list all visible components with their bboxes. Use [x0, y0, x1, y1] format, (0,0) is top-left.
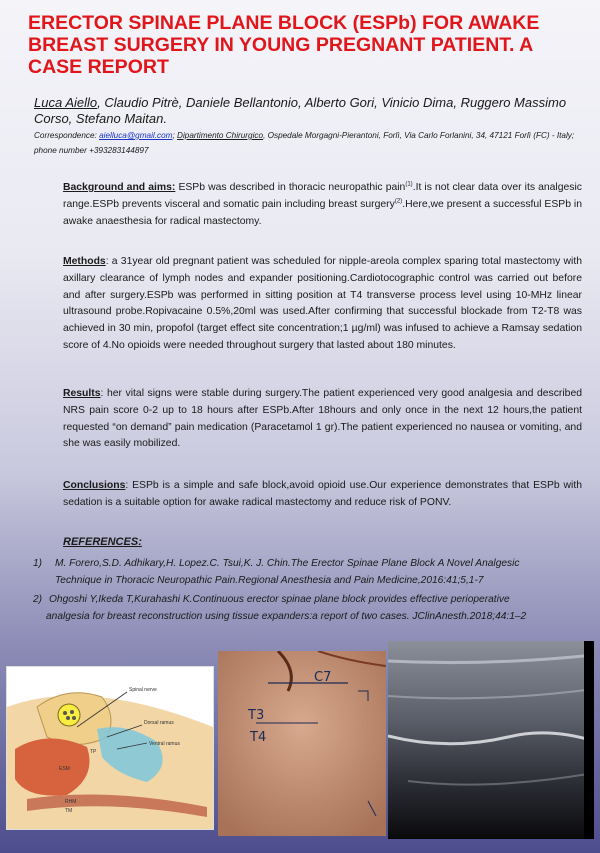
- reference-item: [33, 556, 585, 589]
- ultrasound-image: [388, 641, 594, 839]
- background-heading: Background and aims:: [63, 182, 176, 193]
- label-spinal-nerve: Spinal nerve: [129, 687, 157, 693]
- background-text-1: ESPb was described in thoracic neuropathic pain: [175, 182, 406, 193]
- reference-line: Ohgoshi Y,Ikeda T,Kurahashi K.Continuous erector spinae plane block provides effective perioperative: [49, 594, 510, 605]
- ultrasound-scan: [388, 641, 594, 839]
- reference-number: 1): [33, 558, 43, 569]
- correspondence-label: Correspondence:: [34, 131, 100, 140]
- label-esm: ESM: [59, 766, 70, 772]
- conclusions-heading: Conclusions: [63, 480, 126, 491]
- conclusions-text: : ESPb is a simple and safe block,avoid opioid use.Our experience demonstrates that ESPb with sedation is a suitable option for awake radical mastectomy and reduce risk of PONV.: [63, 480, 582, 508]
- co-authors: , Claudio Pitrè, Daniele Bellantonio, Alberto Gori, Vinicio Dima, Ruggero Massimo Corso, Stefano Maitan.: [34, 95, 567, 126]
- background-text-2: .It is not clear data over its analgesic range.ESPb prevents visceral and somatic pain including breast surgery: [63, 182, 582, 210]
- spinal-cord: [58, 704, 80, 726]
- reference-number: 2): [33, 594, 43, 605]
- background-section: [63, 180, 582, 230]
- methods-section: [63, 254, 582, 355]
- references-heading: [63, 536, 142, 548]
- methods-text: : a 31year old pregnant patient was scheduled for nipple-areola complex sparing total mastectomy with axillary clearance of lymph nodes and expander positioning.Cardiotocographic control was carried out before and after surgery.ESPb was performed in sitting position at T4 transverse process level using 10-MHz linear ultrasound probe.Ropivacaine 0.5%,20ml was used.After confirming that successful blockade from T2-T8 was achieved in 30 min, propofol (target effect site concentration;1 µg/ml) was infused to achieve a Ramsay sedation score of 4.No opioids were needed throughout surgery that lasted about 180 minutes.: [63, 256, 582, 351]
- label-rhm: RHM: [65, 799, 77, 805]
- results-section: [63, 386, 582, 453]
- c7-marking: C7: [314, 670, 332, 685]
- back-markings-illustration: [218, 651, 386, 836]
- references-colon: :: [138, 536, 142, 548]
- background-text-3: .Here,we present a successful ESPb in awake anaesthesia for radical mastectomy.: [63, 198, 582, 227]
- conclusions-section: [63, 478, 582, 512]
- label-dorsal-ramus: Dorsal ramus: [144, 720, 174, 726]
- references-title: REFERENCES: [63, 536, 139, 548]
- correspondence: [34, 128, 582, 158]
- nerve-dot: [70, 710, 74, 714]
- anatomy-illustration: [7, 667, 213, 829]
- results-heading: Results: [63, 388, 101, 399]
- nerve-dot: [63, 711, 67, 715]
- department-link[interactable]: Dipartimento Chirurgico: [177, 131, 264, 140]
- label-tm: TM: [65, 808, 73, 814]
- t4-marking: T4: [250, 730, 267, 745]
- label-tp: TP: [90, 749, 97, 755]
- author-list: [34, 95, 579, 127]
- scan-border: [584, 641, 594, 839]
- methods-heading: Methods: [63, 256, 106, 267]
- patient-back-photo: [218, 651, 386, 836]
- t3-marking: T3: [248, 708, 265, 723]
- poster-title: ERECTOR SPINAE PLANE BLOCK (ESPb) FOR AWAKE BREAST SURGERY IN YOUNG PREGNANT PATIENT. A CASE REPORT: [28, 12, 540, 78]
- citation-1: (1): [405, 181, 413, 188]
- reference-item: [33, 592, 585, 625]
- skin-background: [218, 651, 386, 836]
- results-text: : her vital signs were stable during surgery.The patient experienced very good analgesia and described NRS pain score 0-2 up to 18 hours after ESPb.After 18hours and only once in the next 12 hours,the patient requested “on demand” pain medication (Paracetamol 1 gr).The patient experienced no nausea or vomiting, and she was easily mobilized.: [63, 388, 582, 450]
- nerve-dot: [66, 716, 70, 720]
- nerve-dot: [72, 716, 76, 720]
- label-ventral-ramus: Ventral ramus: [149, 741, 180, 747]
- reference-line: analgesia for breast reconstruction using tissue expanders:a report of two cases. JClinAnesth.2018;44:1–2: [46, 610, 527, 622]
- correspondence-separator: ;: [172, 131, 178, 140]
- correspondence-address: , Ospedale Morgagni-Pierantoni, Forlì, Via Carlo Forlanini, 34, 47121 Forlì (FC) - Italy; phone number +393283144897: [34, 131, 575, 155]
- citation-2: (2): [394, 198, 403, 205]
- reference-line: M. Forero,S.D. Adhikary,H. Lopez.C. Tsui,K. J. Chin.The Erector Spinae Plane Block A Novel Analgesic: [55, 558, 520, 569]
- email-link[interactable]: aielluca@gmail.com: [99, 131, 173, 140]
- reference-line: Technique in Thoracic Neuropathic Pain.Regional Anesthesia and Pain Medicine,2016:41;5,1-7: [55, 574, 484, 586]
- anatomy-diagram: [6, 666, 214, 830]
- presenting-author: Luca Aiello: [34, 95, 98, 110]
